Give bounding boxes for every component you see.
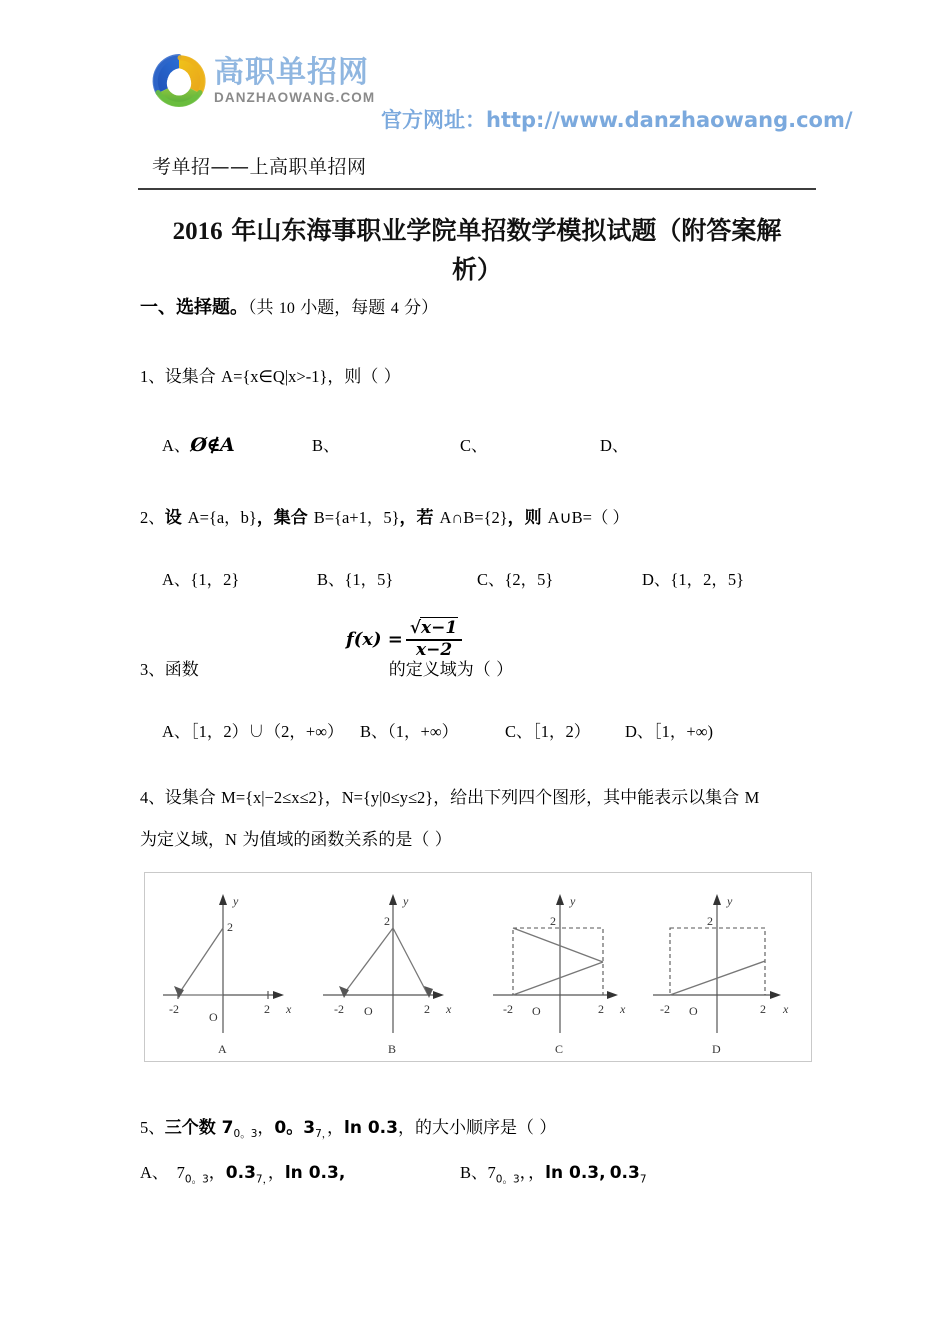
q5-option-a-sep-2: ， [267, 1163, 285, 1183]
q1-option-b-label: B、 [312, 436, 340, 455]
q3-fraction-denominator: x−2 [415, 639, 453, 660]
question-4-stem-line-2 [140, 825, 452, 850]
q3-option-d[interactable] [625, 718, 713, 742]
q3-option-a-text: ［1，2）∪（2，+∞） [190, 722, 344, 741]
q3-option-c-text: ［1，2） [532, 722, 591, 741]
question-1-stem [140, 362, 401, 387]
q5-term1-base: 7 [221, 1118, 234, 1138]
section-question-count: 10 [278, 300, 295, 317]
q2-option-b-label: B、 [317, 570, 345, 589]
graph-panel-a [163, 894, 292, 1056]
q5-option-b-term3: ln 0.3, [545, 1163, 606, 1183]
q3-option-a[interactable] [162, 718, 360, 742]
panel-a-axis-y: y [233, 894, 239, 908]
panel-c-caption: C [555, 1042, 564, 1056]
q2-option-c[interactable] [477, 566, 642, 590]
official-website-url[interactable]: 官方网址：http://www.danzhaowang.com/ [381, 108, 853, 132]
q3-option-b-text: （1，+∞） [387, 722, 459, 741]
question-2-stem [140, 503, 629, 528]
q1-option-a[interactable] [162, 432, 312, 456]
panel-d-tick-neg2: -2 [660, 1002, 670, 1016]
q2-stem-math-1: A={a，b} [187, 508, 257, 527]
q5-option-a-term2-exp: 7， [255, 1173, 268, 1186]
q3-formula [346, 620, 462, 660]
question-3-options [162, 718, 713, 742]
section-paren-close: 分） [398, 298, 439, 318]
q4-ref-m: M [744, 788, 760, 807]
q5-stem-tail: ，的大小顺序是（ ） [397, 1118, 557, 1138]
square-root-icon: √x−1 [409, 618, 458, 638]
q2-stem-math-2: B={a+1，5} [313, 508, 400, 527]
panel-b-caption: B [388, 1042, 397, 1056]
q5-option-b-term1-exp: 0。3 [495, 1173, 520, 1186]
q2-option-d[interactable] [642, 566, 744, 590]
panel-d-tick-y2: 2 [707, 914, 713, 928]
q2-stem-math-3: A∩B={2} [439, 508, 508, 527]
panel-c-axis-x: x [620, 1002, 626, 1016]
brand-lockup [150, 52, 375, 110]
title-line2: 析） [451, 255, 502, 284]
q5-option-b-sep-2: ， [528, 1163, 546, 1183]
q3-option-c[interactable] [505, 718, 625, 742]
question-2-options [162, 566, 744, 590]
q3-radicand: x−1 [421, 618, 458, 638]
q3-fraction-numerator [406, 620, 462, 641]
title-main: 年山东海事职业学院单招数学模拟试题（附答案解 [222, 216, 782, 245]
q3-option-b[interactable] [360, 718, 505, 742]
q2-stem-mid-2: ，若 [399, 508, 440, 528]
q5-option-a-label: A、 [140, 1163, 169, 1182]
q5-term1-exponent: 0。3 [233, 1128, 258, 1141]
panel-d-origin: O [689, 1004, 698, 1018]
panel-c-axis-y: y [570, 894, 576, 908]
q1-stem-tail: ，则（ ） [327, 367, 401, 387]
panel-b-tick-neg2: -2 [334, 1002, 344, 1016]
q2-number: 2、 [140, 508, 165, 527]
panel-d-axis-y: y [727, 894, 733, 908]
title-year: 2016 [172, 218, 223, 245]
danzhaowang-ring-logo-icon [150, 52, 208, 110]
panel-c-dashed-box [513, 928, 603, 995]
q1-option-c-label: C、 [460, 436, 488, 455]
q4-ref-n: N [225, 830, 237, 849]
q2-option-a-text: {1，2} [190, 570, 240, 589]
q5-option-a-term1-exp: 0。3 [184, 1173, 209, 1186]
q4-set-n: N={y|0≤y≤2} [341, 788, 434, 807]
q4-line1-c: ，给出下列四个图形，其中能表示以集合 [433, 788, 745, 808]
q3-option-a-label: A、 [162, 722, 191, 741]
q3-option-d-text: ［1，+∞) [653, 722, 713, 741]
brand-name-en: DANZHAOWANG.COM [214, 89, 376, 105]
q3-stem-tail: 的定义域为（ ） [388, 660, 514, 680]
section-label: 一、选择题。 [140, 297, 248, 318]
q5-option-a-sep-1: ， [208, 1163, 226, 1183]
panel-a-tick-y2: 2 [227, 920, 233, 934]
q2-option-d-text: {1，2，5} [670, 570, 745, 589]
q4-line1-a: 设集合 [164, 788, 222, 808]
section-mid: 小题，每题 [294, 298, 391, 318]
panel-c-tick-neg2: -2 [503, 1002, 513, 1016]
q2-option-b-text: {1，5} [344, 570, 394, 589]
q2-option-c-label: C、 [477, 570, 505, 589]
q5-term3: ln 0.3 [344, 1118, 398, 1138]
q1-option-d-label: D、 [600, 436, 629, 455]
q1-stem-math: A={x∈Q|x>-1} [221, 367, 328, 386]
question-5-stem [140, 1113, 556, 1141]
header-divider [138, 188, 816, 190]
graph-panel-b [323, 894, 452, 1056]
brand-text [214, 54, 376, 105]
q5-stem-cn: 三个数 [164, 1118, 222, 1138]
panel-b-tick-y2: 2 [384, 914, 390, 928]
q4-line2-b: 为值域的函数关系的是（ ） [236, 830, 452, 850]
q5-option-a-term1-base: 7 [176, 1163, 185, 1182]
question-4-figure [144, 872, 812, 1062]
question-5-options [140, 1158, 647, 1186]
panel-a-tick-pos2: 2 [264, 1002, 270, 1016]
q3-number: 3、 [140, 660, 165, 679]
question-1-options [162, 432, 628, 456]
panel-d-axis-x: x [783, 1002, 789, 1016]
panel-b-tick-pos2: 2 [424, 1002, 430, 1016]
q5-number: 5、 [140, 1118, 165, 1137]
question-4-stem-line-1 [140, 783, 759, 808]
q3-fraction [406, 620, 462, 660]
q2-option-a[interactable] [162, 566, 317, 590]
panel-d-caption: D [712, 1042, 721, 1056]
q2-option-a-label: A、 [162, 570, 191, 589]
q3-option-b-label: B、 [360, 722, 388, 741]
q4-line1-b: ， [324, 788, 342, 808]
q2-stem-cn: 设 [164, 508, 188, 528]
panel-d-tick-pos2: 2 [760, 1002, 766, 1016]
page-title [146, 212, 808, 289]
q5-sep-2: ， [327, 1118, 344, 1138]
panel-b-axis-y: y [403, 894, 409, 908]
panel-c-origin: O [532, 1004, 541, 1018]
q1-option-a-text: Ø∉A [190, 434, 235, 456]
q1-option-c[interactable] [460, 432, 600, 456]
q5-term2-exponent: 7， [315, 1128, 327, 1141]
q5-term2-base: 0。3 [274, 1118, 316, 1138]
q3-formula-lhs: f(x) = [346, 629, 403, 651]
q5-option-a-term2-base: 0.3 [225, 1163, 256, 1183]
q5-option-b-term2-exp: 7 [639, 1173, 647, 1186]
q1-number: 1、 [140, 367, 165, 386]
q1-option-d[interactable] [600, 432, 628, 456]
q4-number: 4、 [140, 788, 165, 807]
q2-stem-math-4: A∪B=（ ） [547, 508, 630, 527]
q5-option-b-term1-base: 7 [487, 1163, 496, 1182]
q1-option-a-label: A、 [162, 436, 191, 455]
q4-line2-a: 为定义域， [140, 830, 225, 850]
q5-option-b-term2-base: 0.3 [609, 1163, 640, 1183]
q5-option-b[interactable] [460, 1158, 647, 1186]
site-header [138, 0, 853, 178]
section-score: 4 [390, 300, 399, 317]
section-paren-open: （共 [248, 298, 279, 318]
q3-stem-cn: 函数 [164, 660, 199, 680]
q2-stem-mid-1: ，集合 [256, 508, 314, 528]
q2-option-c-text: {2，5} [504, 570, 554, 589]
q5-option-b-sep-1: ， [519, 1163, 529, 1183]
brand-name-cn: 高职单招网 [214, 54, 369, 90]
panel-a-tick-neg2: -2 [169, 1002, 179, 1016]
graph-panel-d [653, 894, 789, 1056]
four-graph-panels [145, 873, 811, 1061]
panel-a-origin: O [209, 1010, 218, 1024]
panel-a-axis-x: x [286, 1002, 292, 1016]
panel-c-tick-pos2: 2 [598, 1002, 604, 1016]
q5-option-b-label: B、 [460, 1163, 488, 1182]
q2-stem-mid-3: ，则 [507, 508, 548, 528]
q5-sep-1: ， [257, 1118, 275, 1138]
graph-panel-c [493, 894, 626, 1056]
q5-option-a-term3: ln 0.3, [284, 1163, 346, 1183]
section-heading [140, 293, 438, 319]
q3-option-d-label: D、 [625, 722, 654, 741]
q1-stem-cn: 设集合 [164, 367, 222, 387]
panel-c-tick-y2: 2 [550, 914, 556, 928]
q5-option-a[interactable] [140, 1158, 460, 1186]
panel-b-axis-x: x [446, 1002, 452, 1016]
q3-option-c-label: C、 [505, 722, 533, 741]
q4-set-m: M={x|−2≤x≤2} [221, 788, 325, 807]
site-tagline: 考单招——上高职单招网 [152, 156, 367, 178]
panel-b-origin: O [364, 1004, 373, 1018]
panel-a-caption: A [218, 1042, 227, 1056]
q2-option-d-label: D、 [642, 570, 671, 589]
page-content [138, 0, 853, 1186]
q2-option-b[interactable] [317, 566, 477, 590]
q1-option-b[interactable] [312, 432, 460, 456]
